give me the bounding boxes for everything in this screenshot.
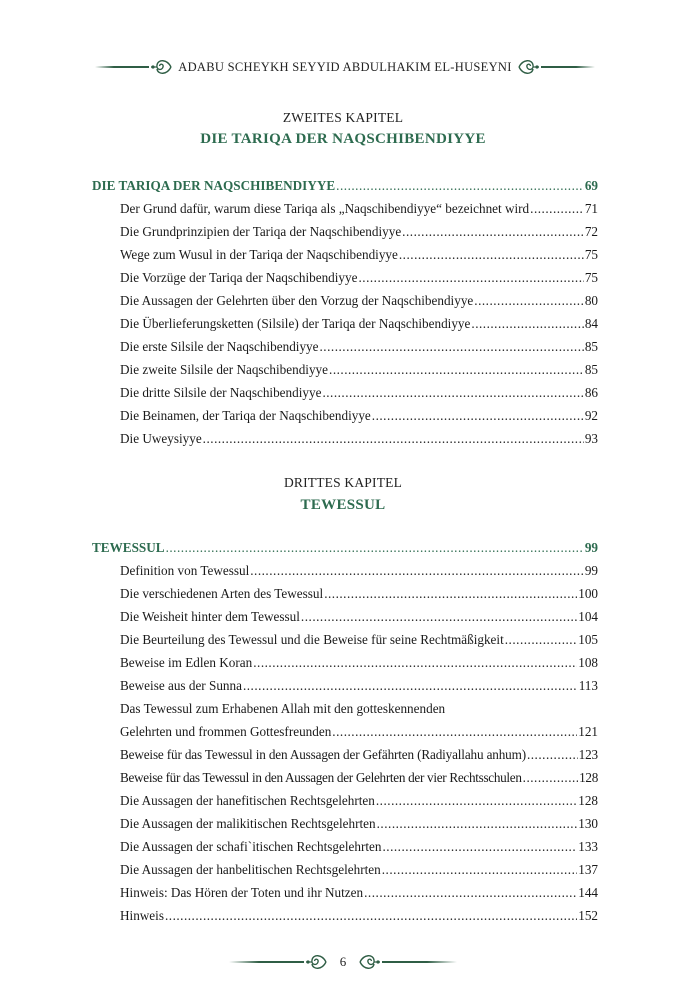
toc-leader-dots (364, 885, 577, 901)
toc-page-number: 80 (584, 293, 598, 308)
toc-entry-text: Die Beurteilung des Tewessul und die Beweise für seine Rechtmäßigkeit (120, 632, 504, 647)
toc-page-number: 133 (578, 839, 598, 854)
toc-entry[interactable] (120, 839, 598, 855)
toc-entry-text: Die Überlieferungsketten (Silsile) der Tariqa der Naqschibendiyye (120, 316, 471, 331)
toc-leader-dots (402, 224, 584, 240)
toc-entry-text: Die Aussagen der Gelehrten über den Vorzug der Naqschibendiyye (120, 293, 474, 308)
toc-leader-dots (530, 201, 584, 217)
toc-page-number: 75 (584, 247, 598, 262)
toc-page-number: 137 (578, 862, 598, 877)
toc-page-number: 123 (578, 747, 598, 762)
toc-entry-text: TEWESSUL (92, 540, 165, 555)
toc-leader-dots (332, 724, 577, 740)
toc-leader-dots (329, 362, 584, 378)
toc-leader-dots (523, 770, 578, 786)
toc-entry[interactable] (120, 770, 598, 786)
toc-leader-dots (377, 816, 578, 832)
toc-leader-dots (250, 563, 584, 579)
toc-leader-dots (324, 586, 577, 602)
toc-leader-dots (471, 316, 583, 332)
toc-entry-text: Die Aussagen der hanbelitischen Rechtsgelehrten (120, 862, 381, 877)
toc-leader-dots (399, 247, 584, 263)
toc-main-entry[interactable] (92, 178, 598, 194)
toc-page-number: 144 (578, 885, 598, 900)
toc-entry-text: Definition von Tewessul (120, 563, 250, 578)
toc-entry-text: Die Vorzüge der Tariqa der Naqschibendiyye (120, 270, 358, 285)
header-rule-left (95, 66, 149, 68)
toc-main-entry[interactable] (92, 540, 598, 556)
toc-leader-dots (358, 270, 583, 286)
toc-entry-text: Die Uweysiyye (120, 431, 202, 446)
toc-entry[interactable] (120, 224, 598, 240)
toc-entry-text: Die zweite Silsile der Naqschibendiyye (120, 362, 329, 377)
toc-entry-text: Die Beinamen, der Tariqa der Naqschibendiyye (120, 408, 371, 423)
toc-entry-text: Die Grundprinzipien der Tariqa der Naqschibendiyye (120, 224, 402, 239)
toc-entry-text: Die Aussagen der malikitischen Rechtsgelehrten (120, 816, 376, 831)
header-rule-right (541, 66, 595, 68)
chapter-3-label: DRITTES KAPITEL (283, 475, 403, 490)
toc-leader-dots (382, 839, 577, 855)
toc-entry-text: Die Aussagen der hanefitischen Rechtsgelehrten (120, 793, 375, 808)
toc-entry[interactable] (120, 563, 598, 579)
chapter-2-label: ZWEITES KAPITEL (282, 110, 404, 125)
toc-leader-dots (376, 793, 577, 809)
toc-page-number: 72 (584, 224, 598, 239)
toc-entry-text: Gelehrten und frommen Gottesfreunden (120, 724, 332, 739)
toc-entry[interactable] (120, 362, 598, 378)
toc-entry-text: Die Weisheit hinter dem Tewessul (120, 609, 300, 624)
toc-entry-text: Beweise für das Tewessul in den Aussagen der Gefährten (Radiyallahu anhum) (120, 747, 526, 762)
toc-entry[interactable] (120, 793, 598, 809)
toc-entry-text: Das Tewessul zum Erhabenen Allah mit den gotteskennenden (120, 701, 446, 716)
page-footer (0, 950, 686, 974)
toc-page-number: 85 (584, 362, 598, 377)
footer-rule-left (229, 961, 304, 963)
toc-entry-text: Die Aussagen der schafi`itischen Rechtsgelehrten (120, 839, 382, 854)
toc-leader-dots (336, 178, 584, 194)
toc-page-number: 75 (584, 270, 598, 285)
toc-page-number: 99 (584, 540, 598, 555)
toc-leader-dots (301, 609, 577, 625)
toc-entry-text: Wege zum Wusul in der Tariqa der Naqschibendiyye (120, 247, 398, 262)
toc-entry[interactable] (120, 316, 598, 332)
toc-page-number: 121 (578, 724, 598, 739)
footer-ornament-left-icon (304, 950, 330, 974)
toc-entry[interactable] (120, 586, 598, 602)
toc-entry[interactable] (120, 632, 598, 648)
toc-page-number: 128 (579, 770, 598, 785)
toc-page-number: 113 (578, 678, 598, 693)
toc-entry[interactable] (120, 385, 598, 401)
toc-entry-text: Beweise für das Tewessul in den Aussagen der Gelehrten der vier Rechtsschulen (120, 770, 522, 785)
toc-entry[interactable] (120, 655, 598, 671)
toc-page-number: 104 (578, 609, 598, 624)
toc-page-number: 92 (584, 408, 598, 423)
toc-page-number: 108 (578, 655, 598, 670)
toc-entry[interactable] (120, 885, 598, 901)
toc-entry[interactable] (120, 247, 598, 263)
toc-entry-first-line[interactable] (120, 701, 598, 717)
toc-page-number: 99 (584, 563, 598, 578)
ornament-left-icon (149, 55, 175, 79)
toc-page-number: 71 (584, 201, 598, 216)
chapter-2-title: DIE TARIQA DER NAQSCHIBENDIYYE (200, 131, 486, 147)
toc-entry-text: Die verschiedenen Arten des Tewessul (120, 586, 324, 601)
toc-page-number: 85 (584, 339, 598, 354)
toc-entry[interactable] (120, 408, 598, 424)
toc-leader-dots (322, 385, 583, 401)
toc-entry-text: Hinweis (120, 908, 164, 923)
toc-leader-dots (382, 862, 577, 878)
toc-entry[interactable] (120, 270, 598, 286)
ornament-right-icon (515, 55, 541, 79)
toc-leader-dots (203, 431, 584, 447)
toc-entry[interactable] (120, 908, 598, 924)
toc-leader-dots (320, 339, 584, 355)
toc-page-number: 130 (578, 816, 598, 831)
footer-rule-right (382, 961, 457, 963)
toc-entry[interactable] (120, 747, 598, 763)
toc-entry-text: Der Grund dafür, warum diese Tariqa als „Naqschibendiyye“ bezeichnet wird (120, 201, 530, 216)
toc-leader-dots (474, 293, 584, 309)
toc-entry-text: Hinweis: Das Hören der Toten und ihr Nutzen (120, 885, 364, 900)
toc-page-number: 152 (578, 908, 598, 923)
toc-entry[interactable] (120, 678, 598, 694)
toc-entry-text: Beweise aus der Sunna (120, 678, 242, 693)
toc-page-number: 86 (584, 385, 598, 400)
toc-entry-text: Beweise im Edlen Koran (120, 655, 253, 670)
toc-entry-text: Die dritte Silsile der Naqschibendiyye (120, 385, 322, 400)
toc-leader-dots (253, 655, 577, 671)
toc-leader-dots (527, 747, 578, 763)
toc-entry-text: Die erste Silsile der Naqschibendiyye (120, 339, 319, 354)
running-header (95, 52, 595, 82)
toc-page-number: 105 (578, 632, 598, 647)
toc-entry[interactable] (120, 339, 598, 355)
header-title: ADABU SCHEYKH SEYYID ABDULHAKIM EL-HUSEYNI (178, 59, 512, 74)
toc-leader-dots (372, 408, 584, 424)
toc-page-number: 93 (584, 431, 598, 446)
toc-page-number: 69 (584, 178, 598, 193)
toc-entry[interactable] (120, 724, 598, 740)
toc-entry-text: DIE TARIQA DER NAQSCHIBENDIYYE (92, 178, 336, 193)
toc-leader-dots (165, 908, 577, 924)
toc-leader-dots (243, 678, 578, 694)
toc-entry[interactable] (120, 609, 598, 625)
footer-ornament-right-icon (356, 950, 382, 974)
toc-page-number: 128 (578, 793, 598, 808)
toc-entry[interactable] (120, 431, 598, 447)
toc-entry[interactable] (120, 816, 598, 832)
toc-page-number: 84 (584, 316, 598, 331)
toc-entry[interactable] (120, 293, 598, 309)
toc-leader-dots (505, 632, 577, 648)
toc-entry[interactable] (120, 862, 598, 878)
toc-page-number: 100 (578, 586, 598, 601)
toc-entry[interactable] (120, 201, 598, 217)
chapter-3-title: TEWESSUL (300, 497, 386, 513)
page-number: 6 (339, 954, 347, 969)
toc-leader-dots (166, 540, 584, 556)
